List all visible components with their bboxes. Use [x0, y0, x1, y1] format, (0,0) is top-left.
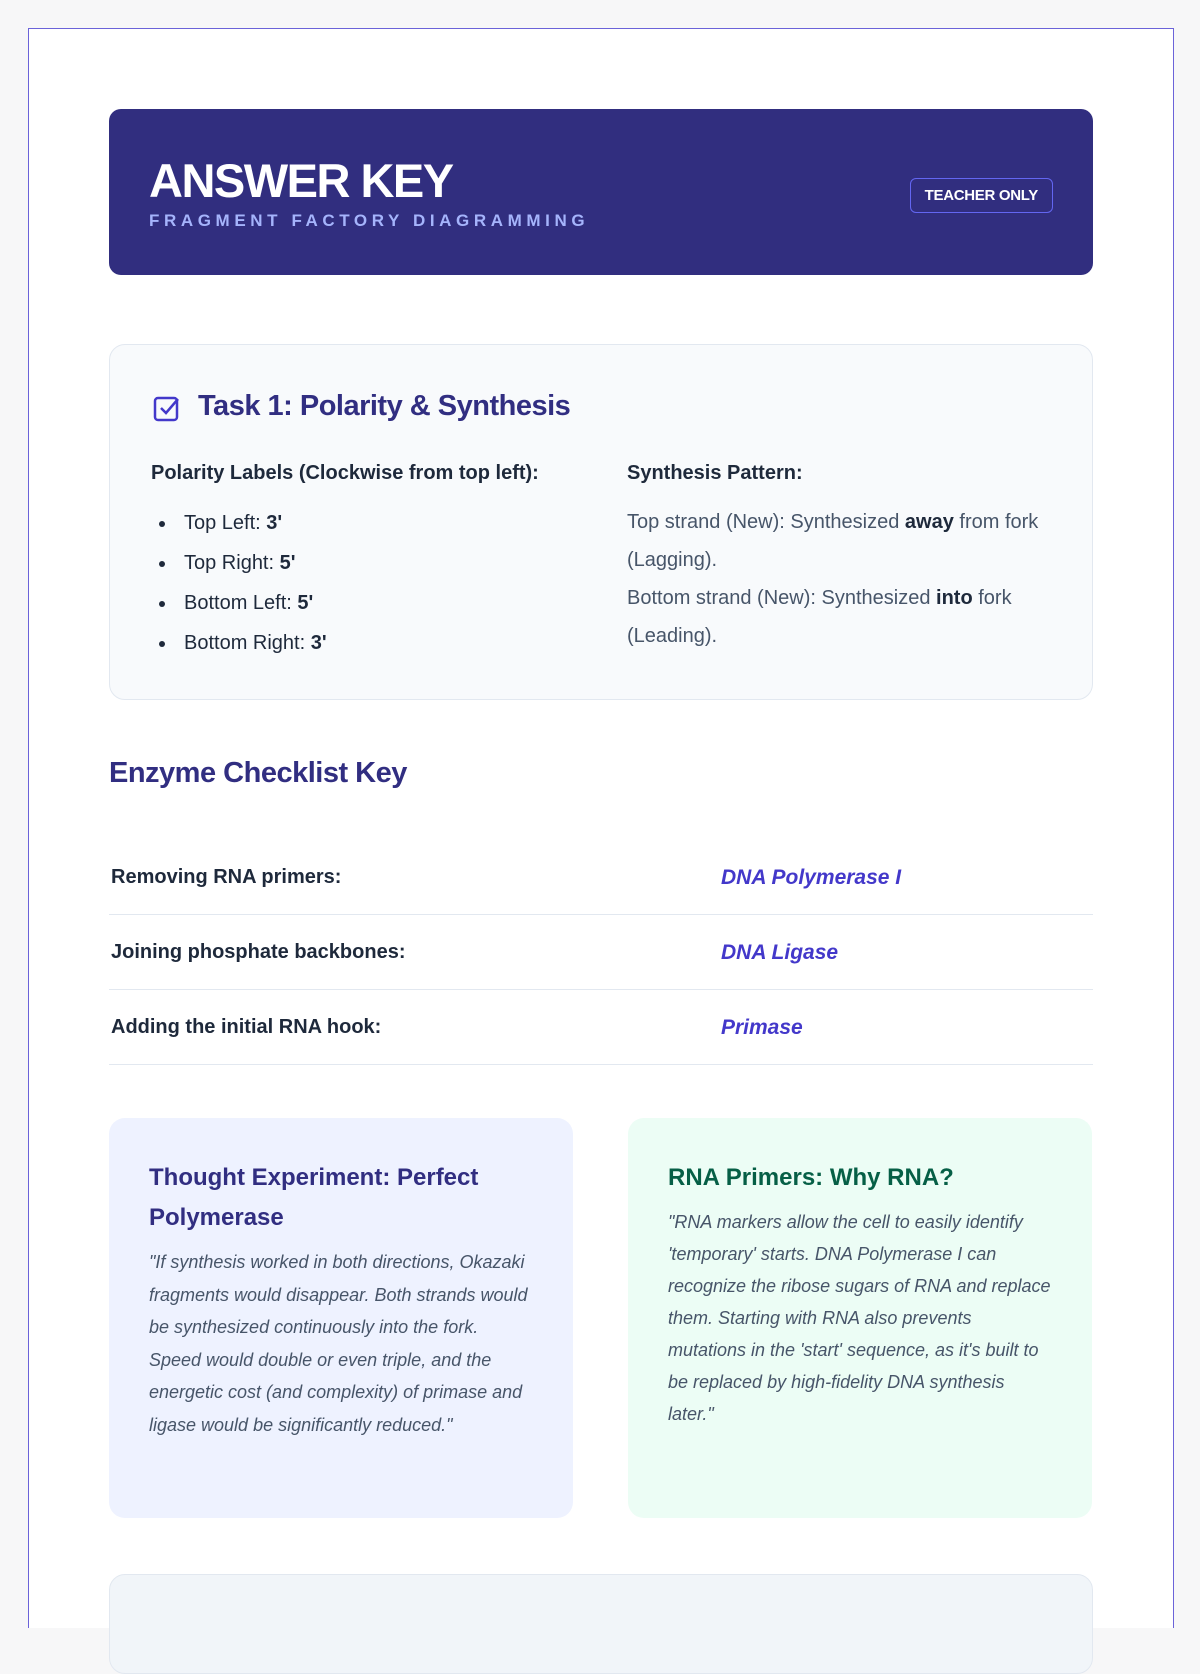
- card-text: "RNA markers allow the cell to easily identify 'temporary' starts. DNA Polymerase I can recognize the ribose sugars of RNA and replace them. Starting with RNA also prevents mutations in the 'start' sequence, as it's built to be replaced by high-fidelity DNA synthesis later.": [668, 1212, 1051, 1424]
- question: Joining phosphate backbones:: [111, 941, 406, 963]
- answer: Primase: [721, 1016, 803, 1039]
- card-title: Thought Experiment: Perfect Polymerase: [149, 1164, 479, 1231]
- enzyme-checklist-title: Enzyme Checklist Key: [109, 757, 407, 789]
- text: fork (Leading).: [627, 587, 1012, 647]
- polarity-list: [151, 503, 591, 663]
- emphasis: into: [936, 587, 973, 609]
- checkbox-checked-icon: [152, 394, 182, 424]
- table-row: [109, 990, 1093, 1065]
- text: from fork (Lagging).: [627, 511, 1039, 571]
- list-item: [151, 583, 591, 623]
- list-item: [151, 503, 591, 543]
- header-banner: [109, 109, 1093, 275]
- synthesis-heading: Synthesis Pattern:: [627, 462, 803, 484]
- table-row: [109, 840, 1093, 915]
- question: Adding the initial RNA hook:: [111, 1016, 382, 1038]
- question: Removing RNA primers:: [111, 866, 342, 888]
- text: Bottom strand (New): Synthesized: [627, 587, 937, 609]
- label: Bottom Right:: [184, 632, 311, 654]
- list-item: [151, 543, 591, 583]
- answer-key-page: [28, 28, 1174, 1628]
- value: 3': [266, 512, 283, 534]
- polarity-column: [151, 462, 591, 663]
- synthesis-column: [627, 462, 1057, 655]
- next-section-box: [109, 1574, 1093, 1674]
- thought-experiment-card: [109, 1118, 573, 1518]
- list-item: [151, 623, 591, 663]
- polarity-heading: Polarity Labels (Clockwise from top left):: [151, 462, 539, 484]
- card-title: RNA Primers: Why RNA?: [668, 1164, 954, 1191]
- page-title: ANSWER KEY: [149, 154, 453, 207]
- page-subtitle: FRAGMENT FACTORY DIAGRAMMING: [149, 211, 590, 230]
- task1-section: [109, 344, 1093, 700]
- bottom-strand-text: [627, 579, 1057, 655]
- label: Top Right:: [184, 552, 280, 574]
- text: Top strand (New): Synthesized: [627, 511, 905, 533]
- value: 5': [279, 552, 296, 574]
- emphasis: away: [904, 511, 954, 533]
- label: Bottom Left:: [184, 592, 298, 614]
- task1-title: Task 1: Polarity & Synthesis: [198, 390, 571, 422]
- label: Top Left:: [184, 512, 267, 534]
- value: 5': [297, 592, 314, 614]
- card-text: "If synthesis worked in both directions, Okazaki fragments would disappear. Both strands would be synthesized continuously into the fork. Speed would double or even triple, and the energetic cost (and complexity) of primase and ligase would be significantly reduced.": [149, 1252, 528, 1435]
- answer: DNA Polymerase I: [721, 866, 902, 889]
- value: 3': [310, 632, 327, 654]
- answer: DNA Ligase: [721, 941, 839, 964]
- teacher-only-badge: TEACHER ONLY: [910, 178, 1053, 213]
- top-strand-text: [627, 503, 1057, 579]
- table-row: [109, 915, 1093, 990]
- rna-primers-card: [628, 1118, 1092, 1518]
